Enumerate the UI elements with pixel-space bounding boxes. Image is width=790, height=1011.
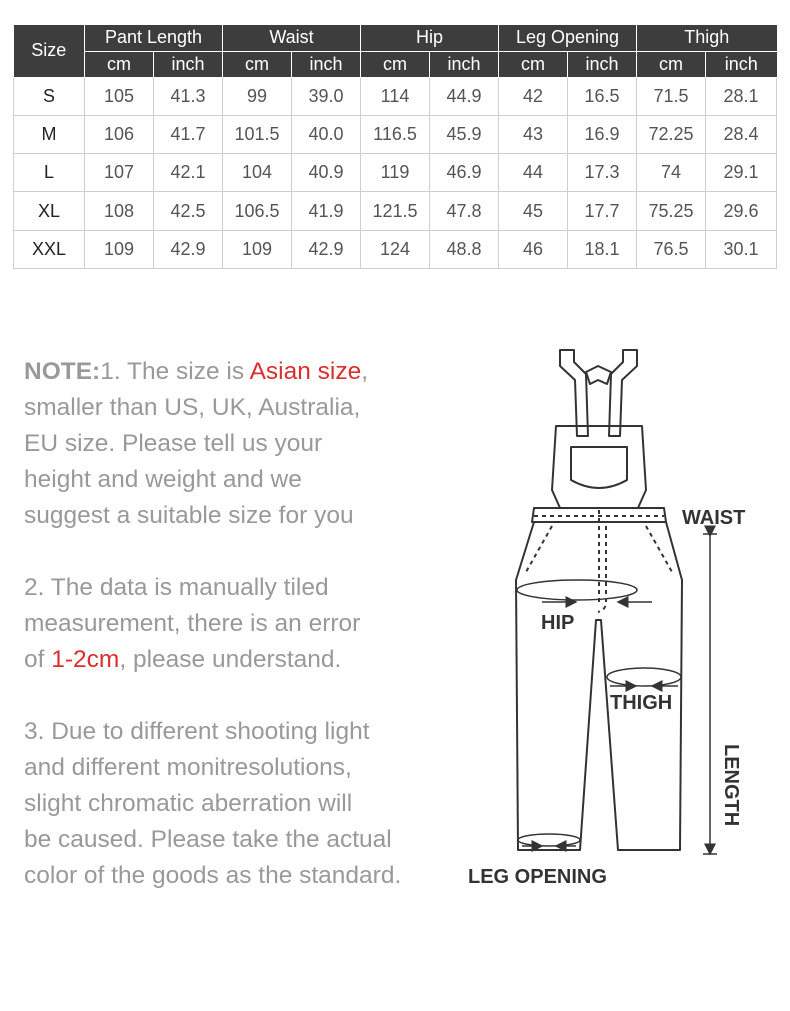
thigh-label: THIGH: [610, 692, 673, 714]
unit-header: inch: [292, 51, 361, 77]
strap-buckle: [586, 366, 611, 384]
asian-size-highlight: Asian size: [249, 358, 362, 385]
size-cell: XL: [14, 192, 85, 230]
note-line: smaller than US, UK, Australia,: [24, 394, 361, 421]
length-label: LENGTH: [720, 744, 742, 827]
note-line: 3. Due to different shooting light: [24, 718, 370, 745]
measurement-cell: 105: [85, 77, 154, 115]
measurement-cell: 40.9: [292, 154, 361, 192]
note-text: , please understand.: [119, 646, 342, 673]
measurement-cell: 47.8: [430, 192, 499, 230]
measurement-cell: 72.25: [637, 115, 706, 153]
note-line: and different monitresolutions,: [24, 754, 352, 781]
note-paragraph-3: [24, 714, 454, 894]
measurement-cell: 40.0: [292, 115, 361, 153]
group-header-waist: Waist: [223, 25, 361, 51]
measurement-cell: 42: [499, 77, 568, 115]
note-line: [24, 354, 454, 390]
note-line: be caused. Please take the actual: [24, 826, 392, 853]
measurement-cell: 42.5: [154, 192, 223, 230]
measurement-cell: 17.7: [568, 192, 637, 230]
left-strap: [560, 350, 588, 436]
note-line: slight chromatic aberration will: [24, 790, 353, 817]
measurement-cell: 41.7: [154, 115, 223, 153]
measurement-cell: 28.1: [706, 77, 777, 115]
measurement-cell: 42.9: [292, 230, 361, 268]
bib: [552, 426, 646, 508]
note-label: NOTE:: [24, 358, 101, 385]
size-cell: M: [14, 115, 85, 153]
hip-measure-ellipse: [517, 580, 637, 600]
note-text: of: [24, 646, 52, 673]
unit-header: cm: [499, 51, 568, 77]
measurement-cell: 107: [85, 154, 154, 192]
table-row: [14, 154, 777, 192]
measurement-cell: 116.5: [361, 115, 430, 153]
measurement-cell: 42.1: [154, 154, 223, 192]
measurement-cell: 71.5: [637, 77, 706, 115]
table-row: [14, 77, 777, 115]
note-line: color of the goods as the standard.: [24, 862, 402, 889]
unit-header: inch: [568, 51, 637, 77]
unit-header: cm: [223, 51, 292, 77]
note-line: [24, 642, 454, 678]
size-cell: XXL: [14, 230, 85, 268]
unit-header: inch: [430, 51, 499, 77]
measurement-cell: 18.1: [568, 230, 637, 268]
thigh-measure-ellipse: [607, 668, 681, 686]
measurement-cell: 17.3: [568, 154, 637, 192]
table-header: [14, 25, 777, 77]
measurement-cell: 99: [223, 77, 292, 115]
right-strap: [609, 350, 637, 436]
hip-label: HIP: [541, 612, 575, 634]
measurement-cell: 43: [499, 115, 568, 153]
bib-pocket: [571, 447, 627, 488]
measurement-cell: 28.4: [706, 115, 777, 153]
measurement-cell: 101.5: [223, 115, 292, 153]
measurement-cell: 108: [85, 192, 154, 230]
note-line: measurement, there is an error: [24, 610, 361, 637]
unit-header: cm: [637, 51, 706, 77]
unit-header: inch: [154, 51, 223, 77]
note-paragraph-1: [24, 354, 454, 534]
measurement-cell: 29.6: [706, 192, 777, 230]
note-text: ,: [361, 358, 369, 385]
measurement-cell: 109: [223, 230, 292, 268]
measurement-cell: 119: [361, 154, 430, 192]
leg-opening-ellipse: [518, 834, 580, 846]
measurement-cell: 39.0: [292, 77, 361, 115]
table-row: [14, 192, 777, 230]
unit-header: cm: [361, 51, 430, 77]
measurement-cell: 121.5: [361, 192, 430, 230]
note-line: 2. The data is manually tiled: [24, 574, 329, 601]
group-header-thigh: Thigh: [637, 25, 777, 51]
measurement-cell: 29.1: [706, 154, 777, 192]
measurement-cell: 124: [361, 230, 430, 268]
size-chart-table: [13, 25, 777, 269]
measurement-cell: 76.5: [637, 230, 706, 268]
measurement-cell: 16.9: [568, 115, 637, 153]
measurement-cell: 75.25: [637, 192, 706, 230]
waist-label: WAIST: [682, 507, 746, 529]
size-column-header: Size: [14, 25, 85, 77]
table-body: [14, 77, 777, 269]
measurement-cell: 46.9: [430, 154, 499, 192]
measurement-cell: 106: [85, 115, 154, 153]
measurement-cell: 45.9: [430, 115, 499, 153]
measurement-cell: 46: [499, 230, 568, 268]
measurement-cell: 41.9: [292, 192, 361, 230]
size-note: [24, 354, 454, 930]
measurement-cell: 109: [85, 230, 154, 268]
measurement-cell: 48.8: [430, 230, 499, 268]
table-row: [14, 115, 777, 153]
note-line: EU size. Please tell us your: [24, 430, 323, 457]
size-cell: L: [14, 154, 85, 192]
note-line: height and weight and we: [24, 466, 302, 493]
group-header-pant-length: Pant Length: [85, 25, 223, 51]
table-row: [14, 230, 777, 268]
measurement-cell: 106.5: [223, 192, 292, 230]
measurement-cell: 74: [637, 154, 706, 192]
unit-header: inch: [706, 51, 777, 77]
overalls-measurement-diagram: [460, 340, 780, 900]
measurement-cell: 104: [223, 154, 292, 192]
measurement-cell: 45: [499, 192, 568, 230]
measurement-cell: 114: [361, 77, 430, 115]
error-range-highlight: 1-2cm: [51, 646, 120, 673]
measurement-cell: 42.9: [154, 230, 223, 268]
measurement-cell: 16.5: [568, 77, 637, 115]
measurement-cell: 44: [499, 154, 568, 192]
measurement-cell: 41.3: [154, 77, 223, 115]
size-cell: S: [14, 77, 85, 115]
note-line: suggest a suitable size for you: [24, 502, 354, 529]
unit-header: cm: [85, 51, 154, 77]
group-header-leg-opening: Leg Opening: [499, 25, 637, 51]
measurement-cell: 30.1: [706, 230, 777, 268]
group-header-hip: Hip: [361, 25, 499, 51]
leg-opening-label: LEG OPENING: [468, 866, 607, 888]
note-paragraph-2: [24, 570, 454, 678]
note-text: 1. The size is: [100, 358, 250, 385]
measurement-cell: 44.9: [430, 77, 499, 115]
